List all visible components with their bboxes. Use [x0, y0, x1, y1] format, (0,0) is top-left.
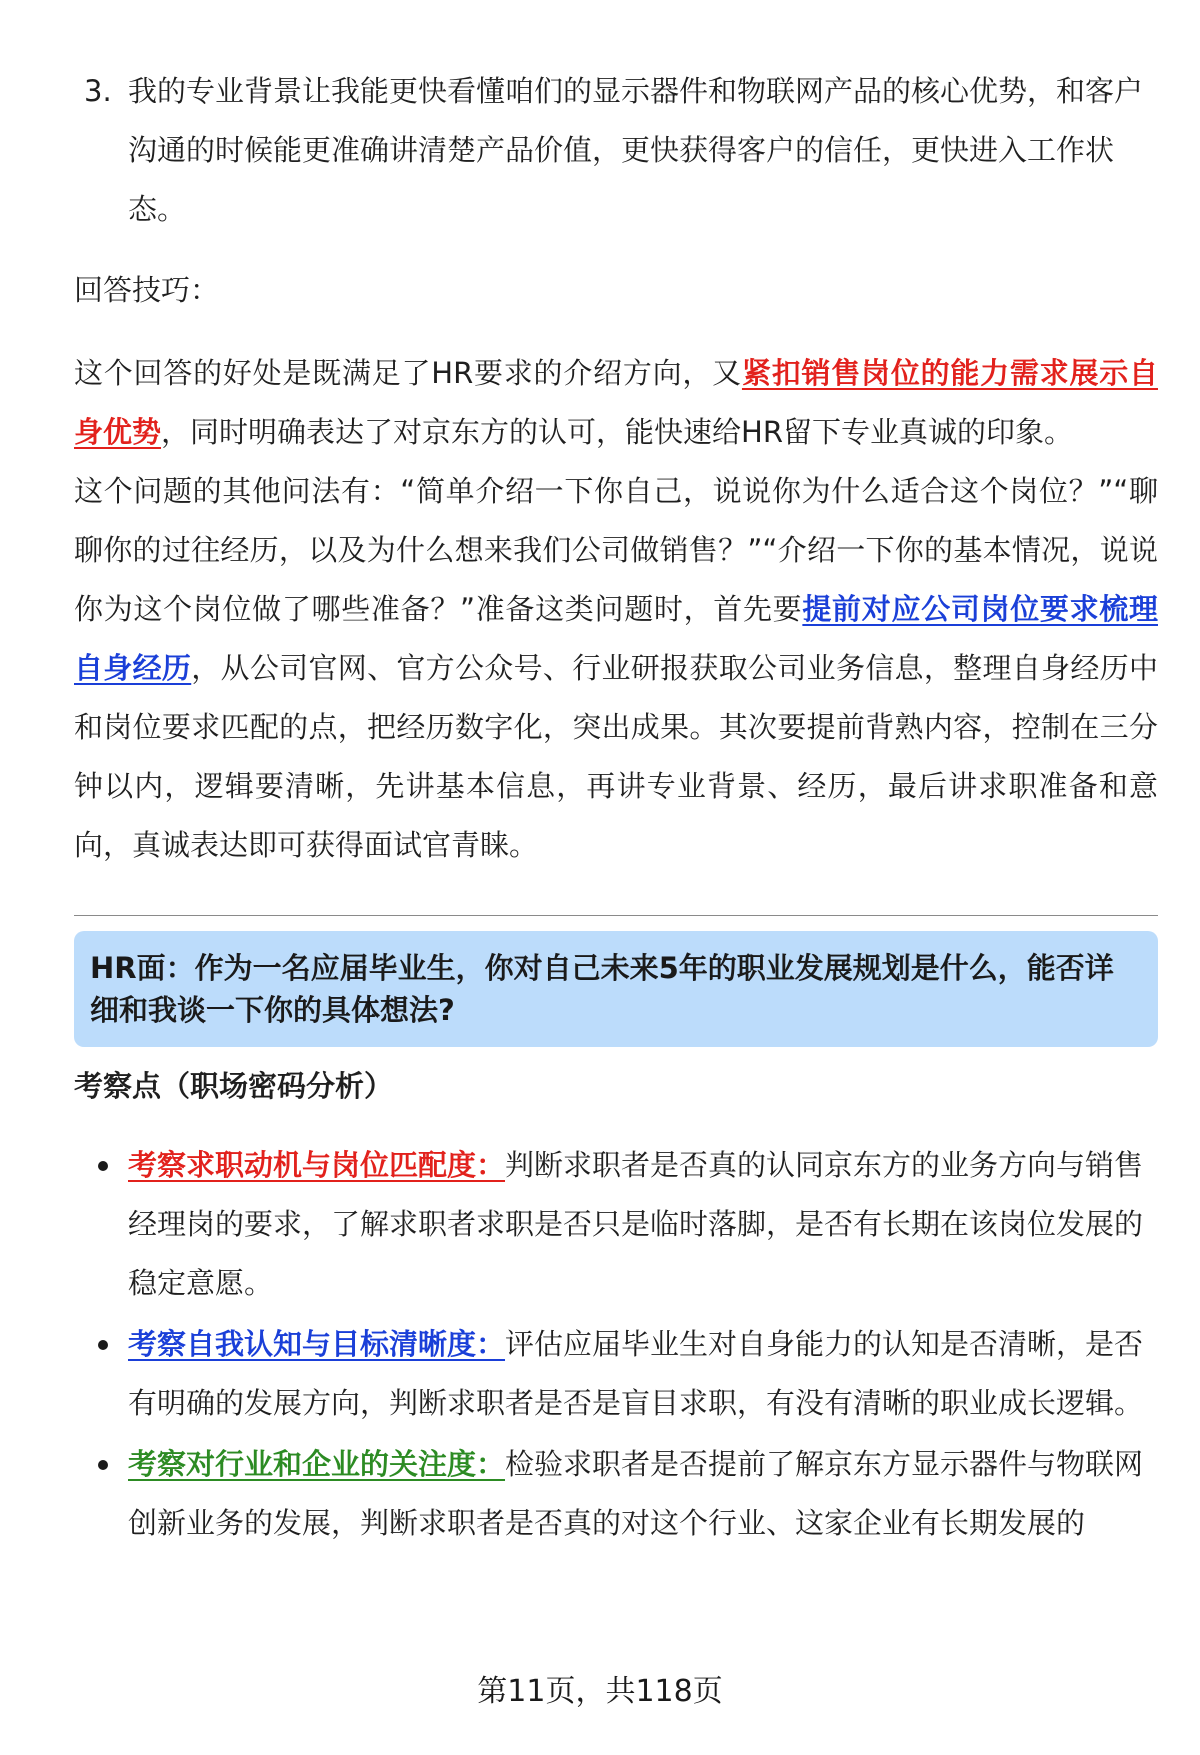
numbered-item-3 [74, 62, 1158, 239]
answer-analysis-paragraph [74, 344, 1158, 875]
key-points-list [74, 1136, 1158, 1553]
section-title: 考察点（职场密码分析） [74, 1069, 394, 1103]
document-page [74, 62, 1158, 1555]
tips-label: 回答技巧： [74, 273, 220, 307]
key-point-heading: 考察对行业和企业的关注度： [128, 1447, 506, 1481]
key-point-text: 评估应届毕业生对自身能力的认知是否清晰，是否有明确的发展方向，判断求职者是否是盲目求职，有没有清晰的职业成长逻辑。 [128, 1327, 1144, 1420]
bullet-dot-icon [98, 1340, 108, 1350]
item-number: 3. [84, 74, 112, 108]
para2-text-before: 这个问题的其他问法有：“简单介绍一下你自己，说说你为什么适合这个岗位？”“聊聊你的过往经历，以及为什么想来我们公司做销售？”“介绍一下你的基本情况，说说你为这个岗位做了哪些准备？”准备这类问题时，首先要 [74, 474, 1158, 626]
para2-highlight: 提前对应公司岗位要求梳理自身经历 [74, 592, 1158, 685]
hr-question-box: HR面：作为一名应届毕业生，你对自己未来5年的职业发展规划是什么，能否详细和我谈一下你的具体想法? [74, 931, 1158, 1047]
key-point-heading: 考察求职动机与岗位匹配度： [128, 1148, 506, 1182]
key-point-heading: 考察自我认知与目标清晰度： [128, 1327, 506, 1361]
key-point-item [74, 1315, 1158, 1433]
para2-text-after: ，从公司官网、官方公众号、行业研报获取公司业务信息，整理自身经历中和岗位要求匹配的点，把经历数字化，突出成果。其次要提前背熟内容，控制在三分钟以内，逻辑要清晰，先讲基本信息，再讲专业背景、经历，最后讲求职准备和意向，真诚表达即可获得面试官青睐。 [74, 651, 1158, 862]
key-point-item [74, 1136, 1158, 1313]
key-point-text: 判断求职者是否真的认同京东方的业务方向与销售经理岗的要求，了解求职者求职是否只是临时落脚，是否有长期在该岗位发展的稳定意愿。 [128, 1148, 1144, 1300]
para1-text-before: 这个回答的好处是既满足了HR要求的介绍方向，又 [74, 356, 742, 390]
section-divider [74, 915, 1158, 916]
bullet-dot-icon [98, 1460, 108, 1470]
page-footer: 第11页，共118页 [477, 1674, 723, 1709]
para1-text-after: ，同时明确表达了对京东方的认可，能快速给HR留下专业真诚的印象。 [161, 415, 1073, 449]
para1-highlight: 紧扣销售岗位的能力需求展示自身优势 [74, 356, 1158, 449]
key-point-item [74, 1435, 1158, 1553]
bullet-dot-icon [98, 1161, 108, 1171]
key-point-text: 检验求职者是否提前了解京东方显示器件与物联网创新业务的发展，判断求职者是否真的对这个行业、这家企业有长期发展的 [128, 1447, 1144, 1540]
item-text: 我的专业背景让我能更快看懂咱们的显示器件和物联网产品的核心优势，和客户沟通的时候能更准确讲清楚产品价值，更快获得客户的信任，更快进入工作状态。 [128, 74, 1144, 226]
